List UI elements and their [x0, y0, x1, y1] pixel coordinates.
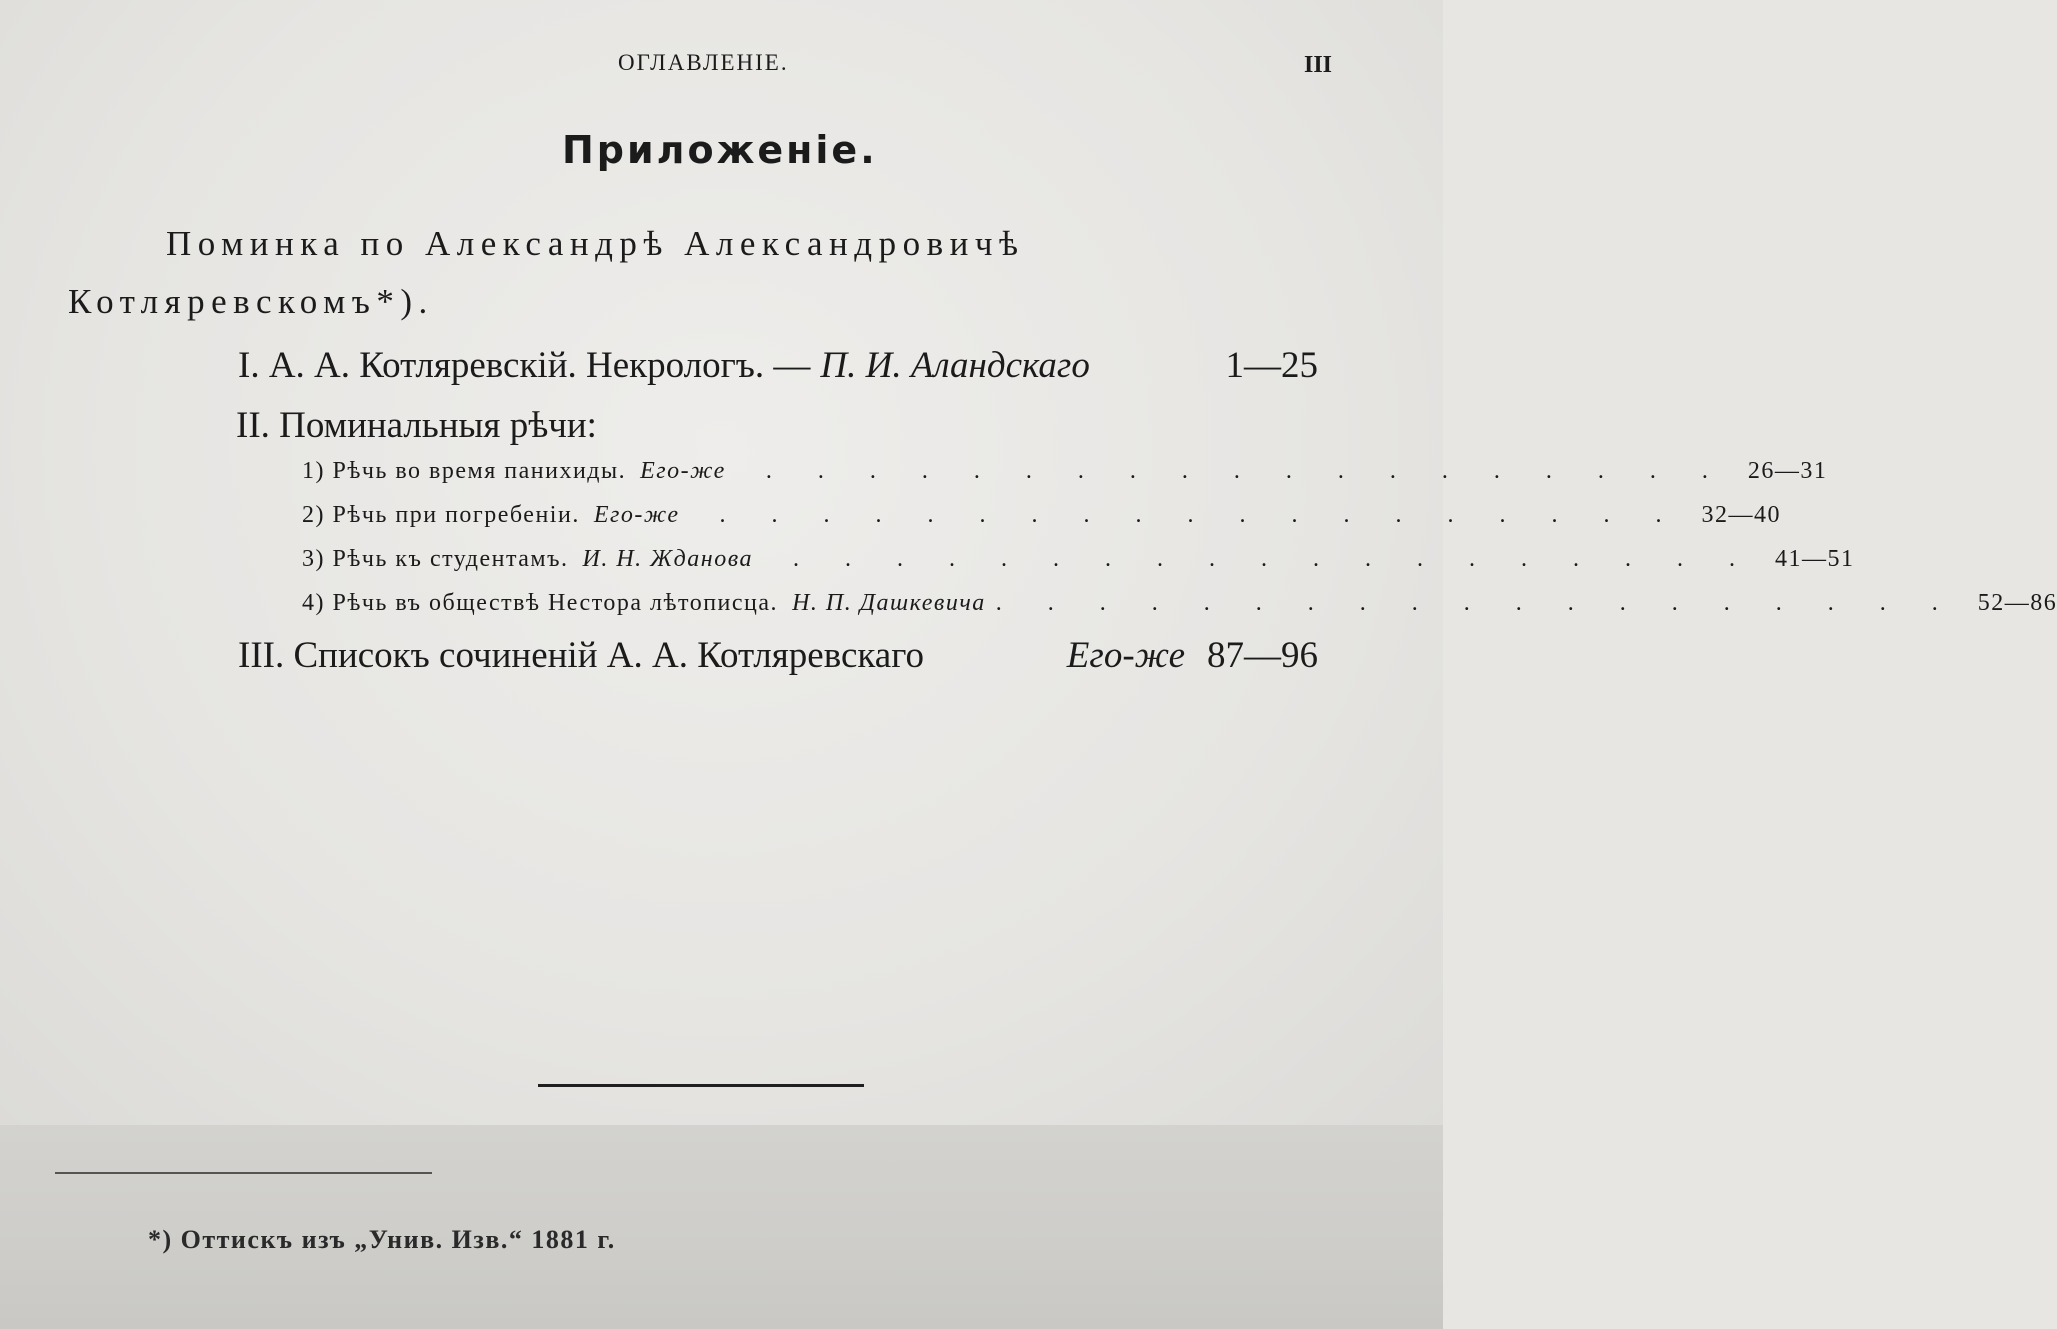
toc-entry-author: Его-же	[640, 458, 726, 484]
toc-entry-6	[302, 590, 2057, 617]
leader-dots: . . . . . . . . . . . . . . . . . . .	[719, 502, 1682, 528]
toc-entry-label: I. А. А. Котляревскiй. Некрологъ. —	[238, 345, 811, 386]
end-rule	[538, 1084, 864, 1087]
toc-entry-1	[238, 344, 1318, 387]
leader-dots: . . . . . . . . . . . . . . . . . . .	[995, 590, 1958, 616]
toc-entry-3	[302, 458, 1828, 485]
intro-line-1: Поминка по Александрѣ Александровичѣ	[166, 224, 1025, 263]
toc-entry-pages: 32—40	[1701, 502, 1782, 528]
toc-entry-pages: 1—25	[1225, 345, 1318, 386]
leader-dots: . . . . . . . . . . . . . . . . . . .	[792, 546, 1755, 572]
toc-entry-2	[236, 404, 1316, 447]
toc-entry-label: 3) Рѣчь къ студентамъ.	[302, 546, 569, 572]
footnote-rule	[55, 1172, 432, 1174]
toc-entry-pages: 26—31	[1747, 458, 1828, 484]
leader-dots: . . . . . . . . . . . . . . . . . . .	[765, 458, 1728, 484]
toc-entry-pages: 87—96	[1207, 635, 1318, 676]
toc-entry-author: И. Н. Жданова	[582, 546, 753, 572]
toc-entry-4	[302, 502, 1782, 529]
running-header-title: ОГЛАВЛЕНIЕ.	[618, 50, 789, 75]
toc-entry-label: 4) Рѣчь въ обществѣ Нестора лѣтописца.	[302, 590, 779, 616]
toc-entry-label: 1) Рѣчь во время панихиды.	[302, 458, 627, 484]
toc-entry-author: П. И. Аландскаго	[820, 345, 1090, 386]
section-title: Приложенiе.	[562, 128, 878, 172]
toc-entry-label: II. Поминальныя рѣчи:	[236, 405, 597, 446]
toc-entry-pages: 52—86	[1977, 590, 2057, 616]
toc-entry-7	[238, 634, 1318, 677]
toc-entry-author: Его-же	[1066, 635, 1185, 676]
toc-entry-5	[302, 546, 1855, 573]
toc-entry-label: III. Списокъ сочиненiй А. А. Котляревскаго	[238, 635, 924, 676]
intro-line-2: Котляревскомъ*).	[68, 282, 434, 321]
toc-entry-author: Его-же	[593, 502, 680, 528]
page-number: III	[1304, 52, 1333, 78]
toc-entry-author: Н. П. Дашкевича	[792, 590, 986, 616]
footnote: *) Оттискъ изъ „Унив. Изв.“ 1881 г.	[148, 1225, 616, 1254]
toc-entry-label: 2) Рѣчь при погребенiи.	[302, 502, 580, 528]
toc-entry-pages: 41—51	[1774, 546, 1855, 572]
